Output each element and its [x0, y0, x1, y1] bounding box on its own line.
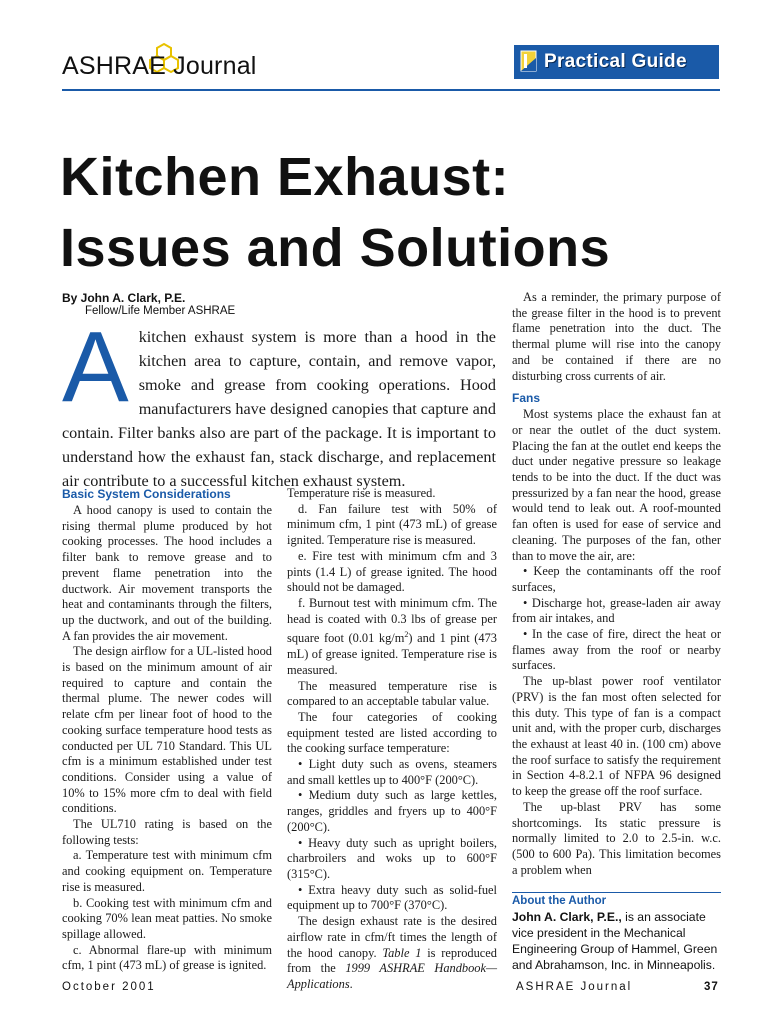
- paragraph: The measured temperature rise is compared to an acceptable tabular value.: [287, 678, 497, 709]
- table-reference: Table 1: [382, 945, 422, 960]
- text-run: .: [349, 976, 353, 991]
- author-bio: is an associate vice president in the Mechanical Engineering Group of Hammel, Green and Abrahamson, Inc. in Minneapolis.: [512, 910, 718, 972]
- paragraph: Most systems place the exhaust fan at or near the outlet of the duct system. Placing the fan at the outlet end keeps the duct under negative pressure so leakage tends to be into the duct. If the duct was pressurized by a fan near the hood, grease would tend to leak out. A roof-mounted fan often is used for ease of service and cleaning. The purposes of the fan, other than to move the air, are:: [512, 407, 721, 563]
- footer-journal: ASHRAE Journal: [516, 981, 633, 993]
- list-item: • Heavy duty such as upright boilers, charbroilers and woks up to 600°F (315°C).: [287, 835, 497, 881]
- list-item: • Discharge hot, grease-laden air away from air intakes, and: [512, 595, 721, 626]
- paragraph: The four categories of cooking equipment tested are listed according to the cooking surface temperature:: [287, 709, 497, 756]
- column-2: [287, 486, 497, 993]
- title-line-1: Kitchen Exhaust:: [60, 147, 510, 207]
- handbook-reference: 1999 ASHRAE Handbook—Applications: [287, 961, 498, 991]
- paragraph: A hood canopy is used to contain the rising thermal plume produced by hot cooking processes. The hood includes a filter bank to remove grease and to prevent flame penetration into the ductwork. Air movement transports the heat and contaminants through the filters, up the ductwork, and out of the building. A fan provides the air movement.: [62, 503, 272, 643]
- page-corner-icon: [520, 50, 540, 74]
- column-1: [62, 486, 272, 974]
- list-item: c. Abnormal flare-up with minimum cfm, 1 pint (473 mL) of grease is ignited.: [62, 942, 272, 973]
- list-item: a. Temperature test with minimum cfm and cooking equipment on. Temperature rise is measured.: [62, 848, 272, 894]
- list-item: • In the case of fire, direct the heat or flames away from the roof or nearby surfaces.: [512, 627, 721, 673]
- paragraph: The up-blast PRV has some shortcomings. Its static pressure is normally limited to 2.0 to 2.5-in. w.c. (500 to 600 Pa). This limitation becomes a problem when: [512, 799, 721, 877]
- drop-cap: A: [62, 311, 129, 423]
- list-item: • Extra heavy duty such as solid-fuel equipment up to 700°F (370°C).: [287, 882, 497, 913]
- author-name: John A. Clark, P.E.,: [512, 910, 622, 924]
- list-item: • Medium duty such as large kettles, ranges, griddles and fryers up to 400°F (200°C).: [287, 788, 497, 834]
- author-affiliation: Fellow/Life Member ASHRAE: [85, 305, 236, 317]
- byline: By John A. Clark, P.E.: [62, 291, 186, 305]
- section-heading-fans: Fans: [512, 391, 541, 406]
- paragraph: The design airflow for a UL-listed hood is based on the minimum amount of air required to capture and contain the thermal plume. The newer codes will relate cfm per linear foot of hood to the cooking surface temperature hood tests as conducted per UL 710 Standard. This UL cfm is a minimum established under test conditions. Consider using a value of 10% to 15% more cfm to deal with field conditions.: [62, 644, 272, 816]
- text-run: f. Burnout test with minimum cfm. The head is coated with 0.3 lbs of grease per square foot (0.01 kg/m: [287, 595, 497, 646]
- footer-date: October 2001: [62, 981, 156, 993]
- list-item: b. Cooking test with minimum cfm and cooking 70% lean meat patties. No smoke spillage allowed.: [62, 895, 272, 941]
- practical-guide-badge: [514, 45, 719, 79]
- badge-label: Practical Guide: [544, 51, 687, 72]
- about-heading: About the Author: [512, 895, 607, 907]
- paragraph: As a reminder, the primary purpose of the grease filter in the hood is to prevent flame penetration into the duct. The thermal plume will rise into the canopy and be contained if there are no disturbing cross currents of air.: [512, 290, 721, 383]
- list-item: d. Fan failure test with 50% of minimum cfm, 1 pint (473 mL) of grease ignited. Temperature rise is measured.: [287, 501, 497, 548]
- list-item: [287, 596, 497, 679]
- paragraph: Temperature rise is measured.: [287, 486, 436, 500]
- header-rule: [62, 89, 720, 91]
- list-item: e. Fire test with minimum cfm and 3 pints (1.4 L) of grease ignited. The hood should not be damaged.: [287, 548, 497, 595]
- column-3: [512, 290, 721, 878]
- journal-name: ASHRAE Journal: [62, 52, 257, 80]
- text-run: ) and 1 pint (473 mL) of grease ignited. Temperature rise is measured.: [287, 631, 497, 677]
- article-title: [60, 142, 740, 284]
- superscript: 2: [404, 630, 409, 640]
- text-run: The design exhaust rate is the desired airflow rate in cfm/ft times the length of the hood canopy.: [287, 914, 497, 960]
- text-run: is reproduced from the: [287, 945, 497, 976]
- section-heading-basic: Basic System Considerations: [62, 487, 231, 501]
- about-text: [512, 909, 721, 973]
- paragraph: The UL710 rating is based on the following tests:: [62, 817, 272, 847]
- paragraph: [287, 914, 497, 993]
- about-the-author: [512, 895, 721, 973]
- about-divider: [512, 892, 721, 893]
- paragraph: The up-blast power roof ventilator (PRV) is the fan most often selected for this duty. This type of fan is a compact unit and, with the proper curb, discharges the exhaust at least 40 in. (100 cm) above the roof surface to satisfy the requirement in Section 4-8.2.1 of NFPA 96 designed to keep the grease off the roof surface.: [512, 674, 721, 799]
- list-item: • Light duty such as ovens, steamers and small kettles up to 400°F (200°C).: [287, 757, 497, 787]
- list-item: • Keep the contaminants off the roof surfaces,: [512, 564, 721, 594]
- page-number: 37: [704, 981, 719, 993]
- intro-text: kitchen exhaust system is more than a hood in the kitchen area to capture, contain, and remove vapor, smoke and grease from cooking operations. Hood manufacturers have designed canopies that capture and contain. Filter banks also are part of the package. It is important to understand how the exhaust fan, stack discharge, and replacement air contribute to a successful kitchen exhaust system.: [62, 328, 496, 490]
- title-line-2: Issues and Solutions: [60, 218, 611, 278]
